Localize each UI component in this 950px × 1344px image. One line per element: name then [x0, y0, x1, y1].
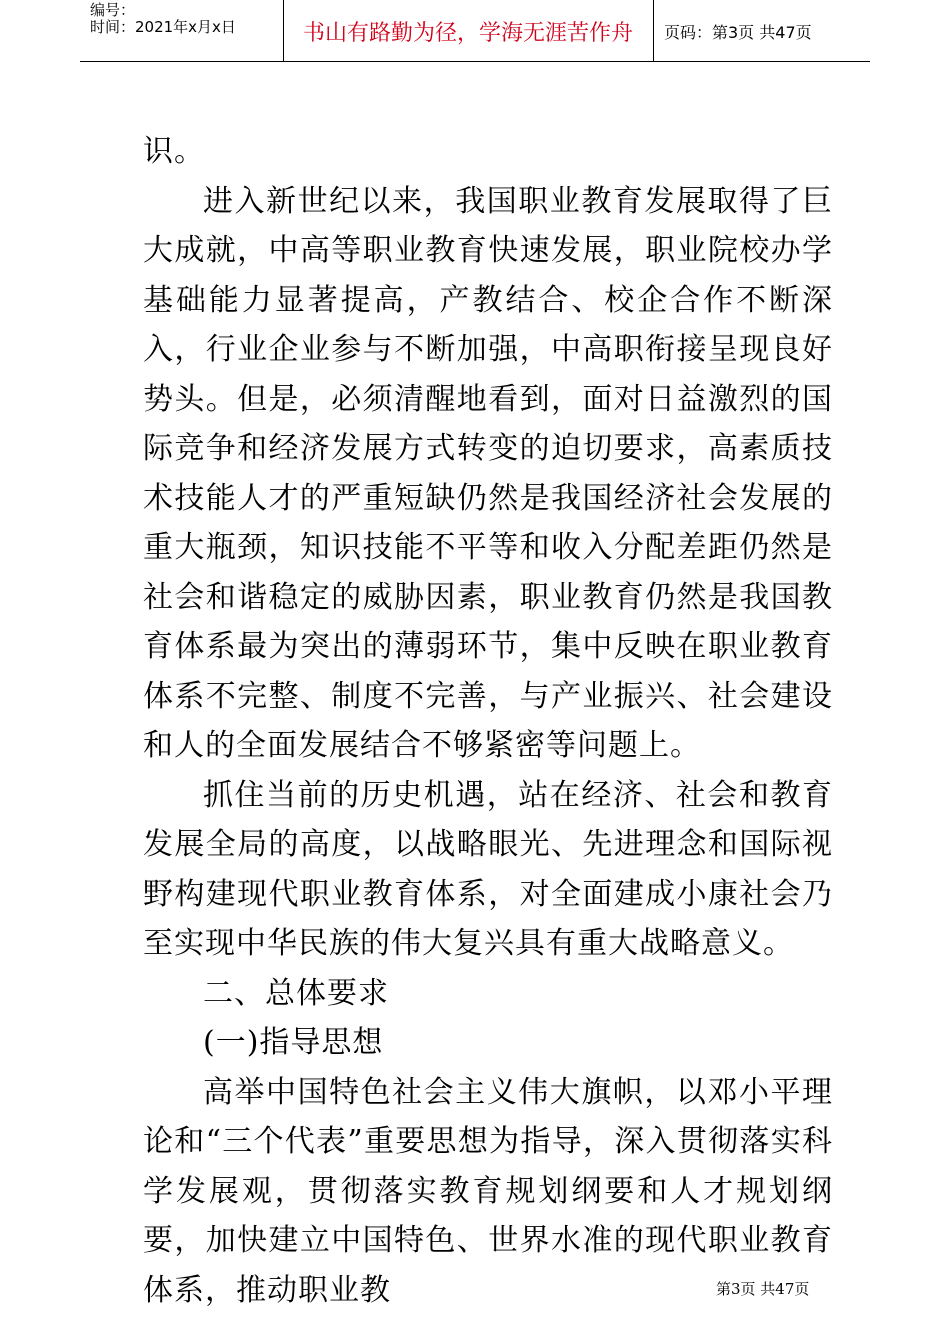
paragraph: 进入新世纪以来，我国职业教育发展取得了巨大成就，中高等职业教育快速发展，职业院校办学基础能力显著提高，产教结合、校企合作不断深入，行业企业参与不断加强，中高职衔接呈现良好势头。但是，必须清醒地看到，面对日益激烈的国际竞争和经济发展方式转变的迫切要求，高素质技术技能人才的严重短缺仍然是我国经济社会发展的重大瓶颈，知识技能不平等和收入分配差距仍然是社会和谐稳定的威胁因素，职业教育仍然是我国教育体系最为突出的薄弱环节，集中反映在职业教育体系不完整、制度不完善，与产业振兴、社会建设和人的全面发展结合不够紧密等问题上。	[143, 183, 833, 763]
header-rule	[80, 61, 870, 62]
document-time-label: 时间：2021年x月x日	[90, 18, 236, 36]
paragraph: 高举中国特色社会主义伟大旗帜，以邓小平理论和“三个代表”重要思想为指导，深入贯彻落实科学发展观，贯彻落实教育规划纲要和人才规划纲要，加快建立中国特色、世界水准的现代职业教育体系，推动职业教	[143, 1074, 833, 1308]
header-meta	[90, 2, 236, 36]
page-footer: 第3页 共47页	[716, 1280, 810, 1298]
subsection-heading: (一)指导思想	[203, 1025, 384, 1060]
document-body	[143, 127, 833, 1315]
header-divider	[653, 0, 654, 61]
page-header	[80, 0, 870, 62]
section-heading: 二、总体要求	[203, 975, 389, 1011]
document-number-label: 编号：	[90, 1, 136, 19]
header-page-info: 页码：第3页 共47页	[664, 23, 812, 42]
header-motto: 书山有路勤为径，学海无涯苦作舟	[302, 21, 633, 46]
paragraph: 抓住当前的历史机遇，站在经济、社会和教育发展全局的高度，以战略眼光、先进理念和国际视野构建现代职业教育体系，对全面建成小康社会乃至实现中华民族的伟大复兴具有重大战略意义。	[143, 777, 833, 961]
header-divider	[283, 0, 284, 61]
paragraph: 识。	[143, 134, 205, 169]
